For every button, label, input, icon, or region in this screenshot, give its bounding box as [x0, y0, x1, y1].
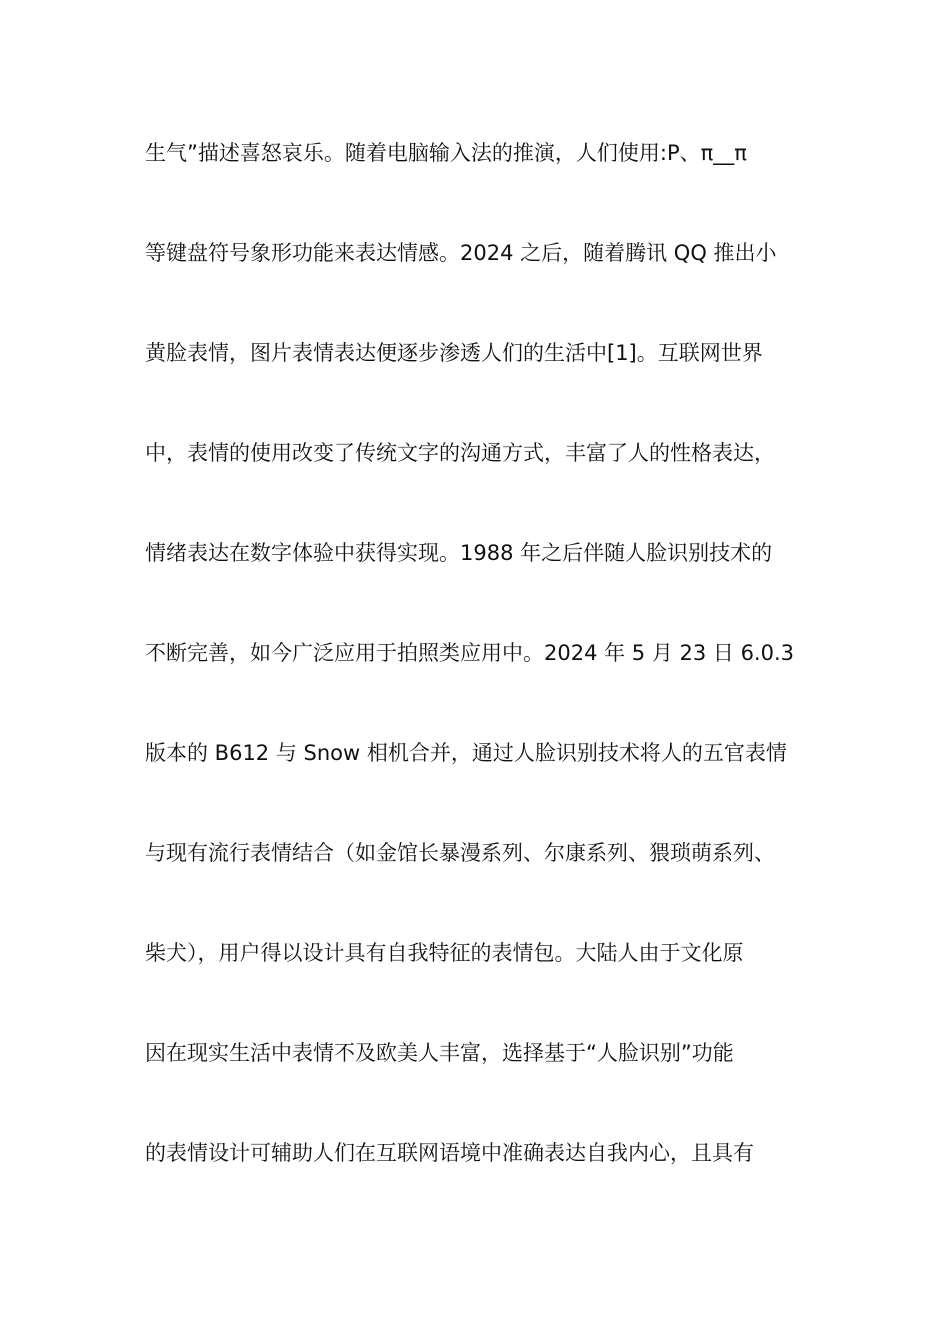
text-line: 的表情设计可辅助人们在互联网语境中准确表达自我内心，且具有	[145, 1141, 754, 1165]
text-line: 柴犬），用户得以设计具有自我特征的表情包。大陆人由于文化原	[145, 941, 744, 965]
text-line: 不断完善，如今广泛应用于拍照类应用中。2024 年 5 月 23 日 6.0.3	[145, 641, 795, 665]
text-line: 版本的 B612 与 Snow 相机合并，通过人脸识别技术将人的五官表情	[145, 741, 787, 765]
text-line: 情绪表达在数字体验中获得实现。1988 年之后伴随人脸识别技术的	[145, 541, 773, 565]
text-line: 生气”描述喜怒哀乐。随着电脑输入法的推演，人们使用:P、π__π	[145, 141, 747, 165]
text-line: 因在现实生活中表情不及欧美人丰富，选择基于“人脸识别”功能	[145, 1041, 734, 1065]
text-line: 中，表情的使用改变了传统文字的沟通方式，丰富了人的性格表达，	[145, 441, 775, 465]
text-line: 黄脸表情，图片表情表达便逐步渗透人们的生活中[1]。互联网世界	[145, 341, 763, 365]
text-line: 等键盘符号象形功能来表达情感。2024 之后，随着腾讯 QQ 推出小	[145, 241, 777, 265]
text-line: 与现有流行表情结合（如金馆长暴漫系列、尔康系列、猥琐萌系列、	[145, 841, 775, 865]
body-paragraph	[145, 134, 825, 1234]
